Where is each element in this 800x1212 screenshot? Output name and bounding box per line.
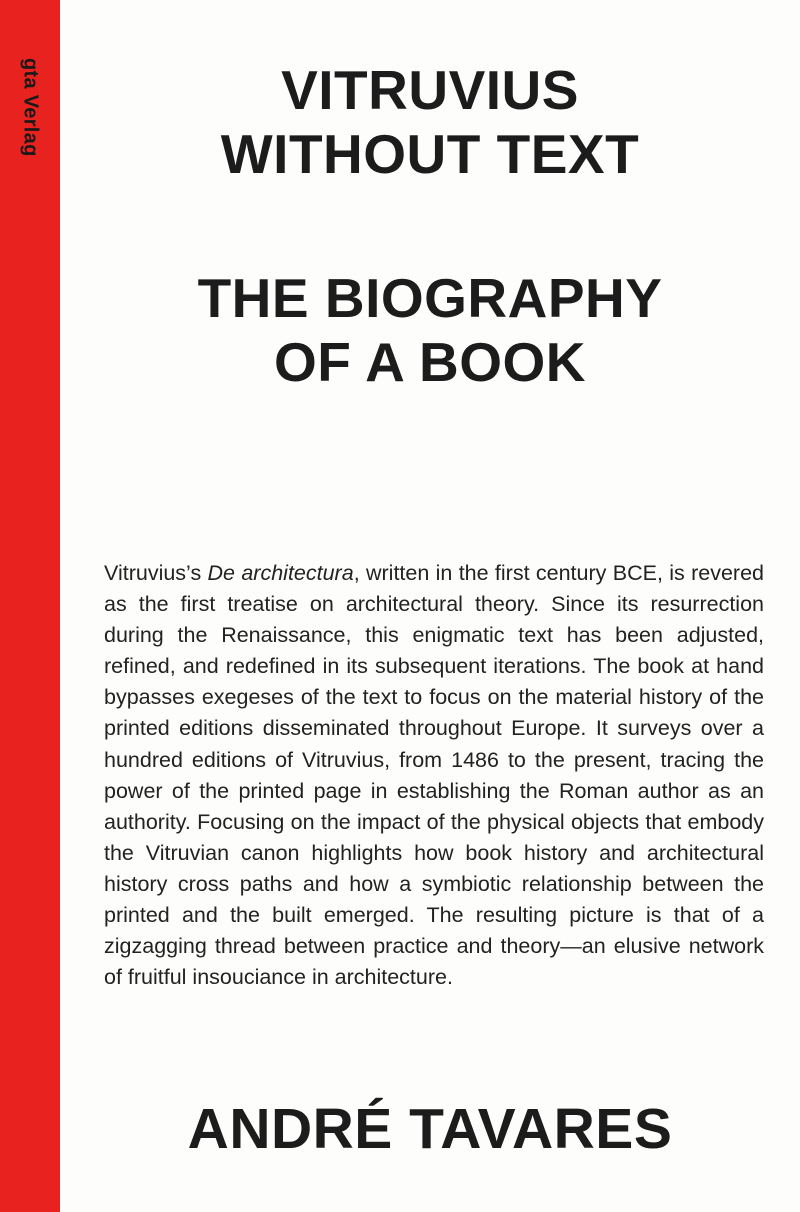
book-title <box>60 58 800 186</box>
author-name: ANDRÉ TAVARES <box>187 1097 673 1161</box>
publisher-name: gta Verlag <box>19 58 42 157</box>
blurb-lead: Vitruvius’s <box>104 561 208 585</box>
subtitle-line-1: THE BIOGRAPHY <box>197 267 663 329</box>
book-subtitle <box>60 266 800 394</box>
subtitle-line-2: OF A BOOK <box>273 331 587 393</box>
blurb-text <box>104 558 764 993</box>
blurb-work-title: De architectura <box>207 561 354 585</box>
title-line-2: WITHOUT TEXT <box>220 123 640 185</box>
title-line-1: VITRUVIUS <box>281 59 579 121</box>
red-spine-band <box>0 0 60 1212</box>
blurb-body: , written in the first century BCE, is revered as the first treatise on architectural theory. Since its resurrection during the Renaissance, this enigmatic text has been adjusted, refined, and redefined in its subsequent iterations. The book at hand bypasses exegeses of the text to focus on the material history of the printed editions disseminated throughout Europe. It surveys over a hundred editions of Vitruvius, from 1486 to the present, tracing the power of the printed page in establishing the Roman author as an authority. Focusing on the impact of the physical objects that embody the Vitruvian canon highlights how book history and architectural history cross paths and how a symbiotic relationship between the printed and the built emerged. The resulting picture is that of a zigzagging thread between practice and theory—an elusive network of fruitful insouciance in architecture. <box>104 561 765 990</box>
